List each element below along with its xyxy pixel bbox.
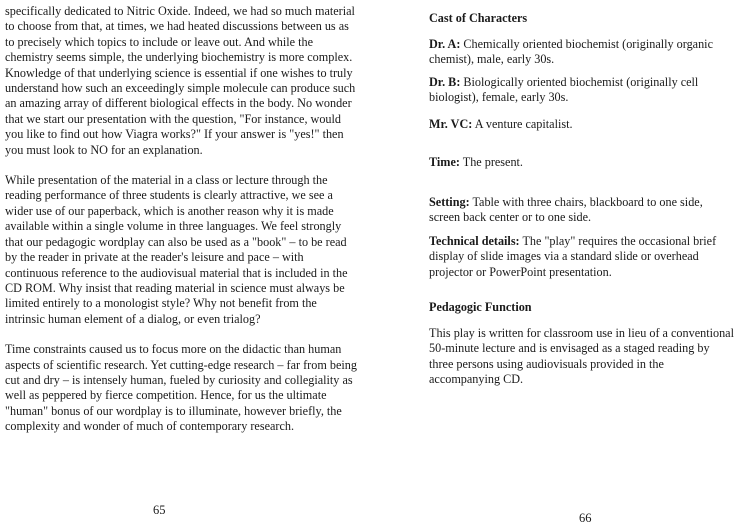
cast-entry-dr-b — [429, 75, 734, 106]
cast-description: Biologically oriented biochemist (originally cell biologist), female, early 30s. — [429, 75, 699, 105]
page-number-right: 66 — [579, 511, 592, 525]
time-text: The present. — [459, 155, 523, 169]
technical-label: Technical details: — [429, 234, 520, 248]
setting-label: Setting: — [429, 195, 470, 209]
cast-entry-mr-vc — [429, 117, 734, 132]
page-number-left: 65 — [153, 503, 166, 517]
cast-label: Dr. B: — [429, 75, 461, 89]
left-paragraph-3: Time constraints caused us to focus more on the didactic than human aspects of scientific research. Yet cutting-edge research – far from being cut and dry – is intensely human, fueled by curiosity and collegiality as well as peppered by fierce competition. Hence, for us the ultimate "human" bonus of our wordplay is to illuminate, however briefly, the complexity and wonder of much of contemporary research. — [5, 342, 357, 434]
pedagogic-heading: Pedagogic Function — [429, 300, 532, 314]
cast-description: A venture capitalist. — [472, 117, 573, 131]
time-label: Time: — [429, 155, 460, 169]
right-page — [372, 0, 743, 528]
cast-description: Chemically oriented biochemist (originally organic chemist), male, early 30s. — [429, 37, 713, 67]
left-paragraph-1: specifically dedicated to Nitric Oxide. Indeed, we had so much material to choose from that, at times, we had heated discussions between us as to precisely which topics to include or leave out. And while the chemistry seems simple, the underlying biochemistry is more complex. Knowledge of that underlying science is essential if one wishes to truly understand how such an exceedingly simple molecule can produce such an amazing array of different biological effects in the body. No wonder that we start our presentation with the question, "For instance, would you like to find out how Viagra works?" If your answer is "yes!" then you must look to NO for an explanation. — [5, 4, 356, 157]
cast-label: Dr. A: — [429, 37, 461, 51]
left-paragraph-2: While presentation of the material in a class or lecture through the reading performance of three students is clearly attractive, we see a wider use of our paperback, which is another reason why it is made available within a single volume in three languages. We feel strongly that our pedagogic wordplay can also be used as a "book" – to be read by the reader in private at the reader's leisure and pace – with continuous reference to the audiovisual material that is included in the CD ROM. Why insist that reading material in science must always be limited entirely to a monologist style? Why not benefit from the intrinsic human element of a dialog, or even trialog? — [5, 173, 348, 326]
pedagogic-text: This play is written for classroom use in lieu of a conventional 50-minute lecture and is envisaged as a staged reading by three persons using audiovisuals provided in the accompanying CD. — [429, 326, 734, 387]
cast-entry-dr-a — [429, 37, 734, 68]
technical-details-line — [429, 234, 734, 280]
setting-text: Table with three chairs, blackboard to one side, screen back center or to one side. — [429, 195, 703, 225]
cast-heading: Cast of Characters — [429, 11, 528, 25]
setting-line — [429, 195, 734, 226]
time-line — [429, 155, 734, 170]
technical-text: The "play" requires the occasional brief display of slide images via a standard slide or overhead projector or PowerPoint presentation. — [429, 234, 717, 279]
cast-label: Mr. VC: — [429, 117, 473, 131]
left-page-body — [5, 4, 357, 450]
